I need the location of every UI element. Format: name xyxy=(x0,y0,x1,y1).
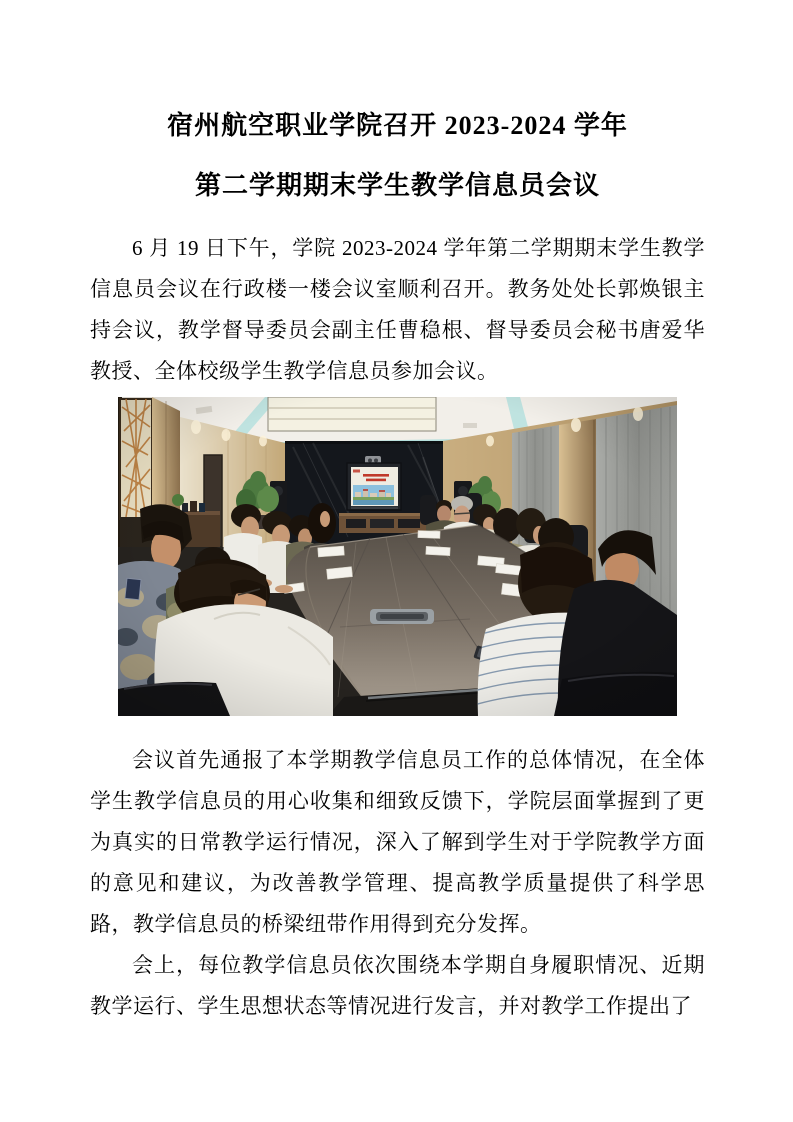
document-title xyxy=(90,96,705,216)
document-body xyxy=(90,228,705,1027)
title-line-2: 第二学期期末学生教学信息员会议 xyxy=(194,171,600,200)
meeting-photo xyxy=(118,397,677,716)
paragraph-3: 会上，每位教学信息员依次围绕本学期自身履职情况、近期教学运行、学生思想状态等情况进行发言，并对教学工作提出了 xyxy=(90,953,705,1018)
paragraph-1: 6 月 19 日下午，学院 2023-2024 学年第二学期期末学生教学信息员会议在行政楼一楼会议室顺利召开。教务处处长郭焕银主持会议，教学督导委员会副主任曹稳根、督导委员会秘书唐爱华教授、全体校级学生教学信息员参加会议。 xyxy=(90,236,705,383)
title-line-1: 宿州航空职业学院召开 2023-2024 学年 xyxy=(167,111,628,140)
paragraph-2: 会议首先通报了本学期教学信息员工作的总体情况，在全体学生教学信息员的用心收集和细致反馈下，学院层面掌握到了更为真实的日常教学运行情况，深入了解到学生对于学院教学方面的意见和建议，为改善教学管理、提高教学质量提供了科学思路，教学信息员的桥梁纽带作用得到充分发挥。 xyxy=(90,748,705,936)
meeting-photo-illustration xyxy=(118,397,677,716)
photo-vignette xyxy=(118,397,677,716)
